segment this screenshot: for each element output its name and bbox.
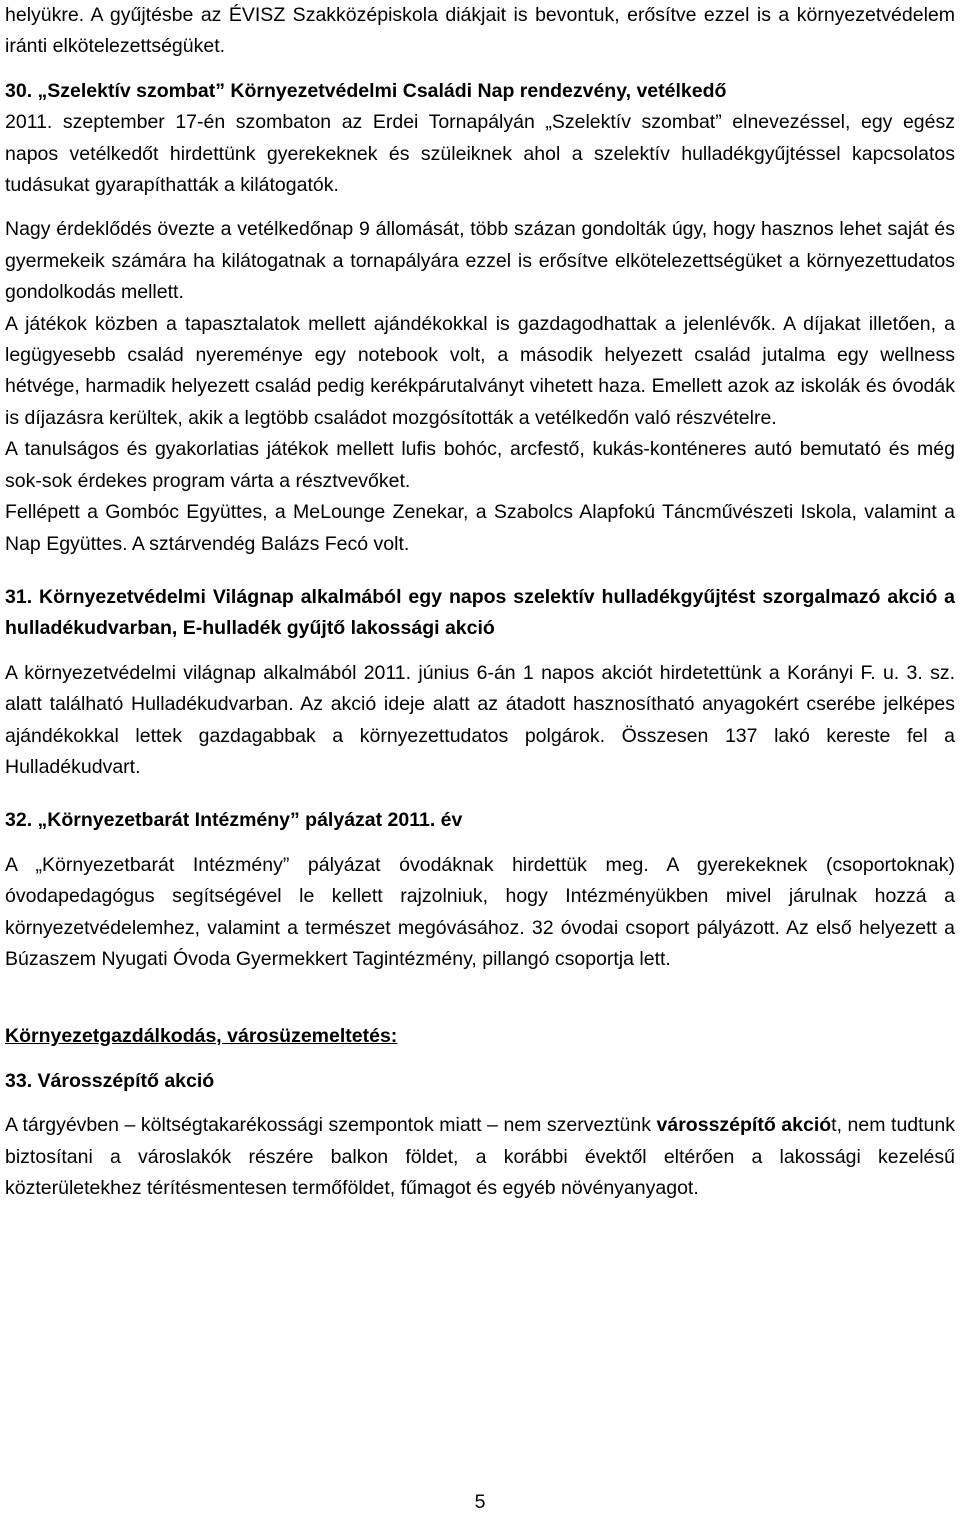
document-page <box>5 0 955 1204</box>
section-32-heading: 32. „Környezetbarát Intézmény” pályázat 2011. év <box>5 809 463 832</box>
section-30-paragraph-2: Nagy érdeklődés övezte a vetélkedőnap 9 állomását, több százan gondolták úgy, hogy hasznos lehet saját és gyermekeik számára ha kilátogatnak a tornapályára ezzel is erősítve elkötelezettségüket a környezettudatos gondolkodás mellett. <box>5 218 955 304</box>
section-30-heading: 30. „Szelektív szombat” Környezetvédelmi Családi Nap rendezvény, vetélkedő <box>5 79 727 102</box>
section-30-paragraph-1: 2011. szeptember 17-én szombaton az Erdei Tornapályán „Szelektív szombat” elnevezéssel, egy egész napos vetélkedőt hirdettünk gyerekeknek és szüleiknek ahol a szelektív hulladékgyűjtéssel kapcsolatos tudásukat gyarapíthatták a kilátogatók. <box>5 111 955 197</box>
section-30-paragraph-3: A játékok közben a tapasztalatok mellett ajándékokkal is gazdagodhattak a jelenlévők. A díjakat illetően, a legügyesebb család nyereménye egy notebook volt, a második helyezett család jutalma egy wellness hétvége, harmadik helyezett család pedig kerékpárutalványt vihetett haza. Emellett azok az iskolák és óvodák is díjazásra kerültek, akik a legtöbb családot mozgósították a vetélkedőn való részvételre. <box>5 312 955 429</box>
section-31-heading: 31. Környezetvédelmi Világnap alkalmából egy napos szelektív hulladékgyűjtést szorgalmazó akció a hulladékudvarban, E-hulladék gyűjtő lakossági akció <box>5 585 955 640</box>
section-33-text-before: A tárgyévben – költségtakarékossági szempontok miatt – nem szerveztünk <box>5 1114 657 1137</box>
section-30-paragraph-4: A tanulságos és gyakorlatias játékok mellett lufis bohóc, arcfestő, kukás-konténeres autó bemutató és még sok-sok érdekes program várta a résztvevőket. <box>5 438 955 492</box>
section-32-paragraph-1: A „Környezetbarát Intézmény” pályázat óvodáknak hirdettük meg. A gyerekeknek (csoportoknak) óvodapedagógus segítségével le kellett rajzolniuk, hogy Intézményükben mivel járulnak hozzá a környezetvédelemhez, valamint a természet megóvásához. 32 óvodai csoport pályázott. Az első helyezett a Búzaszem Nyugati Óvoda Gyermekkert Tagintézmény, pillangó csoportja lett. <box>5 853 955 970</box>
section-33-bold-term: városszépítő akció <box>656 1114 832 1137</box>
section-31-paragraph-1: A környezetvédelmi világnap alkalmából 2011. június 6-án 1 napos akciót hirdetettünk a Korányi F. u. 3. sz. alatt található Hulladékudvarban. Az akció ideje alatt az átadott hasznosítható anyagokért cserébe jelképes ajándékokkal lettek gazdagabbak a környezettudatos polgárok. Összesen 137 lakó kereste fel a Hulladékudvart. <box>5 661 955 778</box>
section-33-heading: 33. Városszépítő akció <box>5 1069 215 1092</box>
section-33-text-after: t, nem tudtunk biztosítani a városlakók részére balkon földet, a korábbi évektől eltérően a lakossági kezelésű közterületekhez térítésmentesen termőföldet, fűmagot és egyéb növényanyagot. <box>5 1114 955 1199</box>
section-33-paragraph-1 <box>5 1110 955 1204</box>
chapter-heading: Környezetgazdálkodás, városüzemeltetés: <box>5 1025 398 1048</box>
intro-paragraph: helyükre. A gyűjtésbe az ÉVISZ Szakközépiskola diákjait is bevontuk, erősítve ezzel is a környezetvédelem iránti elkötelezettségüket. <box>5 4 955 58</box>
section-30-paragraph-5: Fellépett a Gombóc Együttes, a MeLounge Zenekar, a Szabolcs Alapfokú Táncművészeti Iskola, valamint a Nap Együttes. A sztárvendég Balázs Fecó volt. <box>5 501 955 555</box>
page-number: 5 <box>474 1491 486 1513</box>
